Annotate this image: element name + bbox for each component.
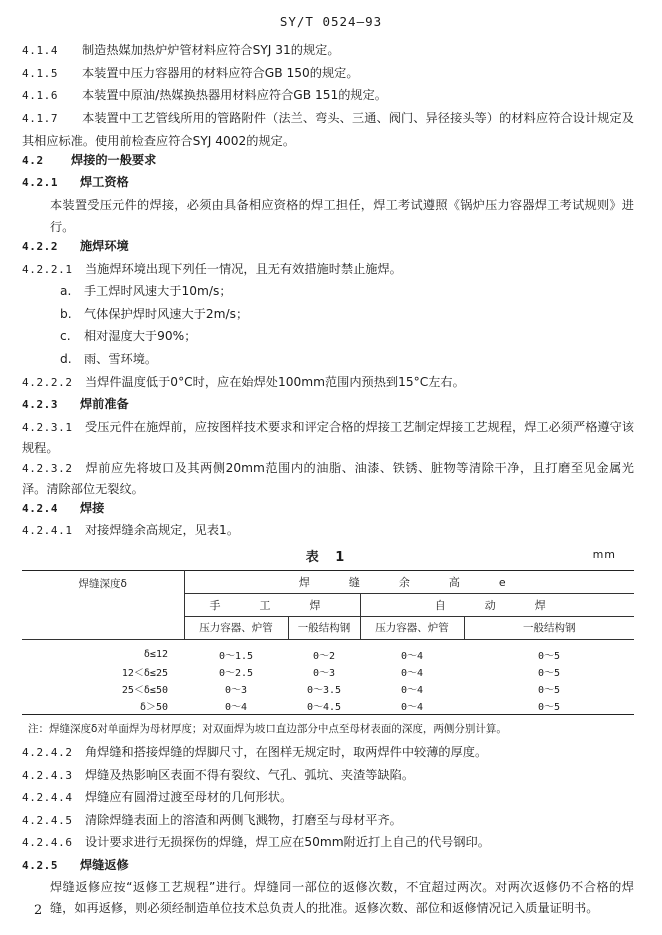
clause-text: 焊缝及热影响区表面不得有裂纹、气孔、弧坑、夹渣等缺陷。 (85, 767, 415, 782)
clause-text: 受压元件在施焊前，应按图样技术要求和评定合格的焊接工艺制定焊接工艺规程，焊工必须严格遵守该规程。 (22, 419, 634, 455)
section-title: 焊接的一般要求 (71, 152, 157, 167)
clause-4-2-4-6 (22, 835, 634, 850)
clause-text: 焊前应先将坡口及其两侧20mm范围内的油脂、油漆、铁锈、脏物等清除干净，且打磨至见金属光泽。清除部位无裂纹。 (22, 460, 634, 496)
clause-text: 清除焊缝表面上的溶渣和两侧飞溅物，打磨至与母材平齐。 (85, 812, 402, 827)
depth-cell: 12＜δ≤25 (121, 667, 168, 679)
header-manual-welding: 手 工 焊 (184, 593, 360, 616)
value-cell: 0～4.5 (306, 701, 342, 713)
list-text: 雨、雪环境。 (84, 351, 158, 366)
clause-text: 角焊缝和搭接焊缝的焊脚尺寸，在图样无规定时，取两焊件中较薄的厚度。 (85, 744, 488, 759)
section-4-2-heading (22, 153, 634, 168)
clause-4-2-2-1 (22, 262, 634, 277)
value-cell: 0～2.5 (218, 667, 254, 679)
list-label: b. (60, 306, 72, 321)
section-number: 4.2.2 (22, 239, 59, 253)
section-number: 4.2.1 (22, 176, 59, 190)
list-item-b (22, 307, 634, 322)
clause-text: 当施焊环境出现下列任一情况，且无有效措施时禁止施焊。 (85, 261, 402, 276)
section-4-2-5-heading (22, 858, 634, 873)
clause-number: 4.2.4.2 (22, 745, 73, 759)
value-cell: 0～5 (537, 650, 561, 662)
clause-text: 制造热媒加热炉炉管材料应符合SYJ 31的规定。 (82, 43, 340, 57)
section-number: 4.2 (22, 153, 44, 167)
clause-number: 4.2.4.5 (22, 813, 73, 827)
subheader-pressure-vessel: 压力容器、炉管 (184, 616, 288, 639)
value-cell: 0～4 (400, 684, 424, 696)
section-number: 4.2.5 (22, 858, 59, 872)
depth-cell: δ＞50 (139, 701, 168, 713)
table-note: 注：焊缝深度δ对单面焊为母材厚度；对双面焊为坡口直边部分中点至母材表面的深度，两侧分别计算。 (28, 722, 507, 735)
value-cell: 0～5 (537, 701, 561, 713)
list-text: 手工焊时风速大于10m/s； (84, 284, 232, 299)
clause-text: 本装置中原油/热媒换热器用材料应符合GB 151的规定。 (82, 88, 387, 103)
page-content (22, 43, 634, 927)
list-label: a. (60, 284, 72, 299)
section-title: 焊接 (80, 500, 105, 515)
clause-number: 4.2.3.1 (22, 420, 73, 434)
section-4-2-4-heading (22, 501, 634, 516)
clause-number: 4.1.4 (22, 44, 59, 57)
clause-4-2-2-2 (22, 375, 634, 390)
standard-code-header: SY/T 0524—93 (279, 14, 383, 29)
list-item-d (22, 352, 634, 367)
subheader-pressure-vessel: 压力容器、炉管 (360, 616, 464, 639)
value-cell: 0～4 (224, 701, 248, 713)
value-cell: 0～4 (400, 667, 424, 679)
value-cell: 0～4 (400, 650, 424, 662)
clause-number: 4.2.4.6 (22, 836, 73, 850)
section-title: 焊工资格 (80, 175, 129, 190)
clause-number: 4.2.3.2 (22, 461, 73, 475)
clause-4-2-3-2 (22, 458, 634, 499)
section-number: 4.2.3 (22, 398, 59, 412)
section-number: 4.2.4 (22, 501, 59, 515)
header-weld-depth: 焊缝深度δ (22, 570, 184, 639)
subheader-structural-steel: 一般结构钢 (464, 616, 634, 639)
clause-text: 设计要求进行无损探伤的焊缝，焊工应在50mm附近打上自己的代号钢印。 (85, 835, 490, 850)
header-weld-reinforcement: 焊 缝 余 高 e (184, 570, 634, 593)
clause-4-2-4-5 (22, 813, 634, 828)
list-item-c (22, 329, 634, 344)
clause-4-2-3-1 (22, 417, 634, 458)
weld-reinforcement-table (22, 570, 634, 715)
section-4-2-2-heading (22, 239, 634, 254)
subheader-structural-steel: 一般结构钢 (288, 616, 360, 639)
clause-4-2-4-1 (22, 523, 634, 538)
value-cell: 0～3 (224, 684, 248, 696)
value-cell: 0～5 (537, 667, 561, 679)
clause-text: 本装置中工艺管线所用的管路附件（法兰、弯头、三通、阀门、异径接头等）的材料应符合设计规定及其相应标准。使用前检查应符合SYJ 4002的规定。 (22, 110, 634, 148)
depth-cell: 25＜δ≤50 (121, 684, 168, 696)
clause-4-1-5 (22, 66, 634, 81)
table-row (22, 663, 634, 680)
clause-4-1-6 (22, 88, 634, 103)
clause-4-1-7 (22, 107, 634, 152)
table-unit: mm (592, 547, 616, 561)
table-row (22, 639, 634, 663)
section-4-2-3-heading (22, 397, 634, 412)
list-text: 相对湿度大于90%； (84, 329, 197, 344)
value-cell: 0～4 (400, 701, 424, 713)
list-item-a (22, 284, 634, 299)
list-label: d. (60, 351, 72, 366)
clause-4-2-4-4 (22, 790, 634, 805)
value-cell: 0～3.5 (306, 684, 342, 696)
clause-text: 本装置中压力容器用的材料应符合GB 150的规定。 (82, 65, 359, 80)
section-4-2-5-body: 焊缝返修应按“返修工艺规程”进行。焊缝同一部位的返修次数，不宜超过两次。对两次返修仍不合格的焊缝，如再返修，则必须经制造单位技术总负责人的批准。返修次数、部位和返修情况记入质量证明书。 (50, 880, 634, 916)
page-number: 2 (34, 903, 43, 918)
clause-number: 4.1.7 (22, 111, 59, 125)
value-cell: 0～1.5 (218, 650, 254, 662)
clause-number: 4.2.4.1 (22, 524, 73, 538)
clause-text: 对接焊缝余高规定，见表1。 (85, 523, 240, 538)
section-title: 焊缝返修 (80, 857, 129, 872)
section-title: 焊前准备 (80, 397, 129, 412)
clause-number: 4.2.2.1 (22, 262, 73, 276)
value-cell: 0～2 (312, 650, 336, 662)
table-row (22, 680, 634, 697)
table-1-caption (22, 546, 634, 564)
depth-cell: δ≤12 (143, 648, 168, 660)
clause-text: 焊缝应有圆滑过渡至母材的几何形状。 (85, 790, 293, 805)
clause-number: 4.2.4.4 (22, 791, 73, 805)
section-title: 施焊环境 (80, 238, 129, 253)
clause-4-1-4 (22, 43, 634, 58)
list-label: c. (60, 329, 71, 344)
clause-4-2-4-2 (22, 745, 634, 760)
clause-text: 当焊件温度低于0°C时，应在始焊处100mm范围内预热到15°C左右。 (85, 374, 465, 389)
clause-number: 4.2.2.2 (22, 375, 73, 389)
table-title: 表 1 (305, 549, 351, 565)
header-automatic-welding: 自 动 焊 (360, 593, 634, 616)
clause-number: 4.1.5 (22, 66, 59, 80)
value-cell: 0～5 (537, 684, 561, 696)
clause-number: 4.2.4.3 (22, 768, 73, 782)
clause-4-2-4-3 (22, 768, 634, 783)
section-4-2-1-heading (22, 175, 634, 190)
list-text: 气体保护焊时风速大于2m/s； (84, 306, 249, 321)
clause-number: 4.1.6 (22, 89, 59, 103)
table-row (22, 697, 634, 715)
section-4-2-1-body: 本装置受压元件的焊接，必须由具备相应资格的焊工担任，焊工考试遵照《锅炉压力容器焊工考试规则》进行。 (50, 197, 634, 234)
value-cell: 0～3 (312, 667, 336, 679)
